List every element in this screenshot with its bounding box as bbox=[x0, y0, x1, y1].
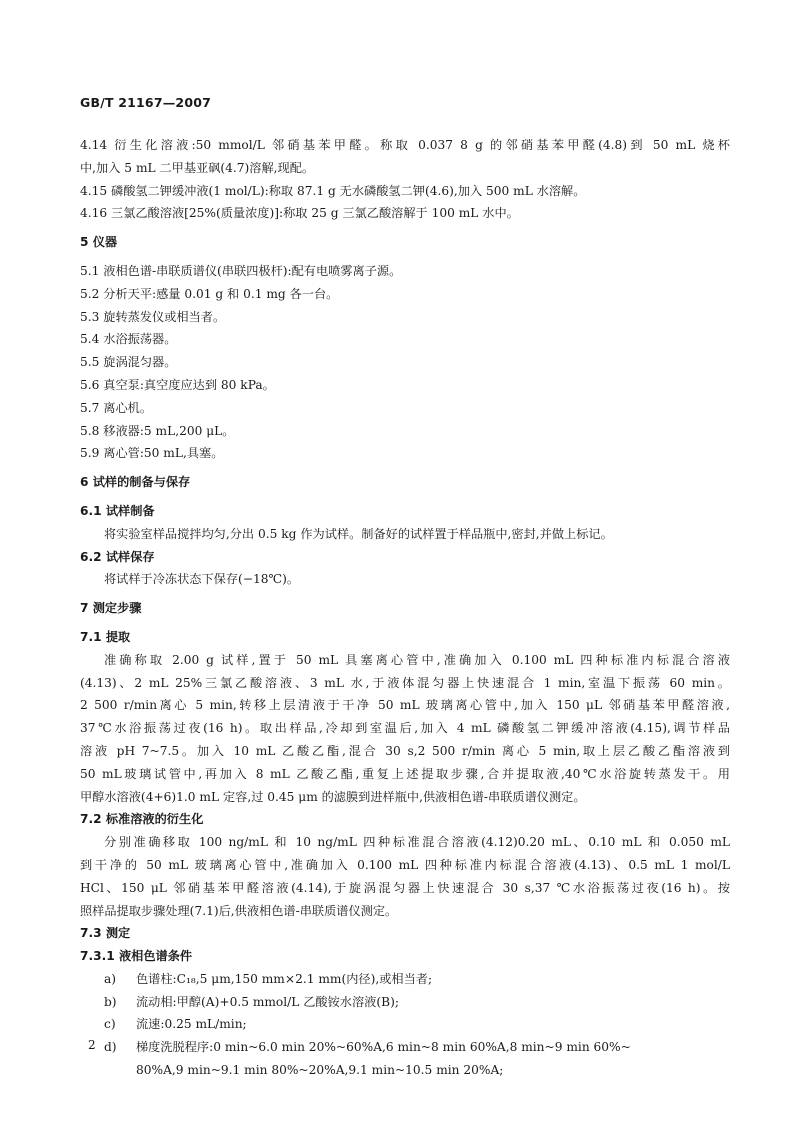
clause-7-1-line-5: 溶液 pH 7~7.5。加入 10 mL 乙酸乙酯,混合 30 s,2 500 r/min 离心 5 min,取上层乙酸乙酯溶液到 bbox=[80, 743, 730, 758]
list-item-d bbox=[80, 1036, 730, 1059]
section-6-heading: 6 试样的制备与保存 bbox=[80, 475, 191, 490]
list-item-d-text-line-2: 80%A,9 min~9.1 min 80%~20%A,9.1 min~10.5 min 20%A; bbox=[136, 1063, 504, 1078]
page-number: 2 bbox=[88, 1038, 96, 1052]
clause-5-2: 5.2 分析天平:感量 0.01 g 和 0.1 mg 各一台。 bbox=[80, 286, 339, 301]
list-item-b-label: b) bbox=[104, 994, 117, 1009]
clause-6-1-title: 6.1 试样制备 bbox=[80, 503, 155, 518]
section-7-heading: 7 测定步骤 bbox=[80, 601, 142, 616]
clause-7-1-line-4: 37℃水浴振荡过夜(16 h)。取出样品,冷却到室温后,加入 4 mL 磷酸氢二钾缓冲溶液(4.15),调节样品 bbox=[80, 721, 730, 736]
clause-6-2-body: 将试样于冷冻状态下保存(−18℃)。 bbox=[104, 572, 300, 587]
list-item-a-label: a) bbox=[104, 971, 117, 986]
clause-4-15: 4.15 磷酸氢二钾缓冲液(1 mol/L):称取 87.1 g 无水磷酸氢二钾(4.6),加入 500 mL 水溶解。 bbox=[80, 183, 586, 198]
clause-7-2-line-3: HCl、150 μL 邻硝基苯甲醛溶液(4.14),于旋涡混匀器上快速混合 30 s,37 ℃水浴振荡过夜(16 h)。按 bbox=[80, 880, 730, 895]
clause-5-8: 5.8 移液器:5 mL,200 μL。 bbox=[80, 423, 235, 438]
clause-4-14-line-2: 中,加入 5 mL 二甲基亚砜(4.7)溶解,现配。 bbox=[80, 160, 315, 175]
clause-5-7: 5.7 离心机。 bbox=[80, 400, 153, 415]
clause-7-2-line-4: 照样品提取步骤处理(7.1)后,供液相色谱-串联质谱仪测定。 bbox=[80, 903, 398, 918]
clause-7-1-line-3: 2 500 r/min离心 5 min,转移上层清液于干净 50 mL 玻璃离心管中,加入 150 μL 邻硝基苯甲醛溶液, bbox=[80, 698, 730, 713]
list-item-a bbox=[80, 968, 730, 991]
list-item-c bbox=[80, 1013, 730, 1036]
list-item-b bbox=[80, 991, 730, 1014]
clause-7-1-line-7: 甲醇水溶液(4+6)1.0 mL 定容,过 0.45 μm 的滤膜到进样瓶中,供液相色谱-串联质谱仪测定。 bbox=[80, 789, 586, 804]
clause-5-6: 5.6 真空泵:真空度应达到 80 kPa。 bbox=[80, 377, 275, 392]
list-item-b-text: 流动相:甲醇(A)+0.5 mmol/L 乙酸铵水溶液(B); bbox=[136, 994, 399, 1009]
document-body bbox=[80, 134, 730, 1082]
clause-7-1-title: 7.1 提取 bbox=[80, 629, 131, 644]
clause-7-2-line-2: 到干净的 50 mL 玻璃离心管中,准确加入 0.100 mL 四种标准内标混合溶液(4.13)、0.5 mL 1 mol/L bbox=[80, 857, 730, 872]
list-item-a-text: 色谱柱:C₁₈,5 μm,150 mm×2.1 mm(内径),或相当者; bbox=[136, 971, 433, 986]
clause-7-1-line-6: 50 mL玻璃试管中,再加入 8 mL 乙酸乙酯,重复上述提取步骤,合并提取液,40℃水浴旋转蒸发干。用 bbox=[80, 766, 730, 781]
clause-7-2-line-1: 分别准确移取 100 ng/mL 和 10 ng/mL 四种标准混合溶液(4.12)0.20 mL、0.10 mL 和 0.050 mL bbox=[104, 835, 730, 850]
list-item-d-label: d) bbox=[104, 1040, 117, 1055]
clause-4-14-line-1: 4.14 衍生化溶液:50 mmol/L 邻硝基苯甲醛。称取 0.037 8 g 的邻硝基苯甲醛(4.8)到 50 mL 烧杯 bbox=[80, 138, 730, 152]
clause-5-9: 5.9 离心管:50 mL,具塞。 bbox=[80, 446, 224, 461]
clause-6-2-title: 6.2 试样保存 bbox=[80, 549, 155, 564]
clause-5-3: 5.3 旋转蒸发仪或相当者。 bbox=[80, 309, 226, 324]
clause-7-3-1-title: 7.3.1 液相色谱条件 bbox=[80, 949, 193, 964]
list-item-d-text-line-1: 梯度洗脱程序:0 min~6.0 min 20%~60%A,6 min~8 min 60%A,8 min~9 min 60%~ bbox=[136, 1040, 631, 1055]
clause-7-2-title: 7.2 标准溶液的衍生化 bbox=[80, 812, 204, 827]
clause-7-1-line-1: 准确称取 2.00 g 试样,置于 50 mL 具塞离心管中,准确加入 0.100 mL 四种标准内标混合溶液 bbox=[104, 652, 730, 667]
clause-5-4: 5.4 水浴振荡器。 bbox=[80, 332, 177, 347]
clause-7-3-title: 7.3 测定 bbox=[80, 926, 131, 941]
list-item-c-label: c) bbox=[104, 1017, 116, 1032]
clause-6-1-body: 将实验室样品搅拌均匀,分出 0.5 kg 作为试样。制备好的试样置于样品瓶中,密封,并做上标记。 bbox=[104, 526, 613, 541]
standard-code: GB/T 21167—2007 bbox=[80, 95, 212, 110]
clause-5-1: 5.1 液相色谱-串联质谱仪(串联四极杆):配有电喷雾离子源。 bbox=[80, 263, 402, 278]
clause-4-16: 4.16 三氯乙酸溶液[25%(质量浓度)]:称取 25 g 三氯乙酸溶解于 100 mL 水中。 bbox=[80, 206, 519, 221]
list-item-c-text: 流速:0.25 mL/min; bbox=[136, 1017, 247, 1032]
clause-5-5: 5.5 旋涡混匀器。 bbox=[80, 355, 177, 370]
clause-7-1-line-2: (4.13)、2 mL 25%三氯乙酸溶液、3 mL 水,于液体混匀器上快速混合 1 min,室温下振荡 60 min。 bbox=[80, 675, 730, 690]
section-5-heading: 5 仪器 bbox=[80, 235, 118, 250]
